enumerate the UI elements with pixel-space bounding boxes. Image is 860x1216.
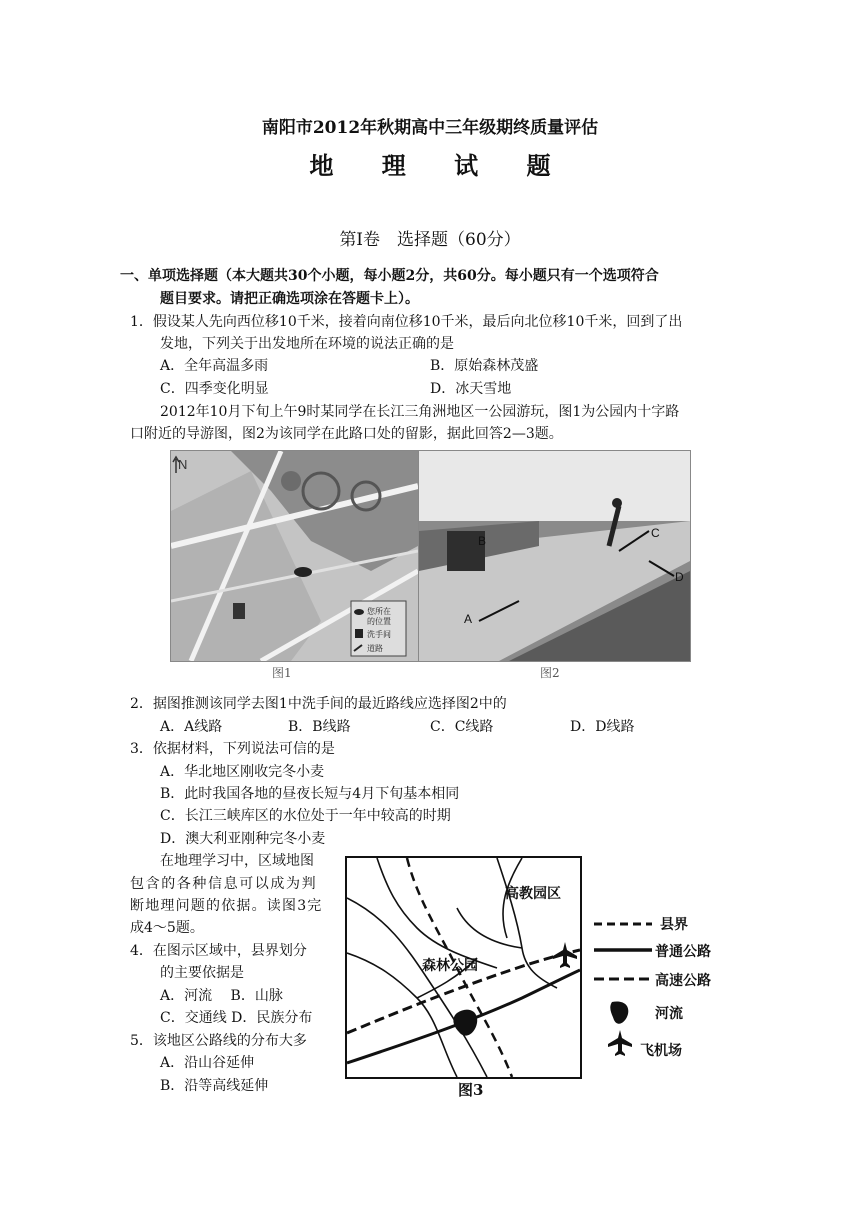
fig2-label-b: B: [478, 534, 487, 548]
q2-stem: 2．据图推测该同学去图1中洗手间的最近路线应选择图2中的: [130, 696, 507, 712]
instructions-line2: 题目要求。请把正确选项涂在答题卡上）。: [160, 291, 419, 307]
fig2-label-d: D: [675, 570, 684, 584]
figure1-guide-map: [170, 450, 419, 662]
q3-option-c: C．长江三峡库区的水位处于一年中较高的时期: [160, 808, 451, 824]
fig1-legend-location-line1: 您所在: [367, 607, 391, 616]
passage2-line2: 包含的各种信息可以成为判: [130, 876, 318, 892]
legend-river: 河流: [655, 1006, 683, 1022]
section-title: 第Ⅰ卷 选择题（60分）: [339, 230, 521, 250]
fig1-legend-location-line2: 的位置: [367, 617, 391, 626]
q3-option-a: A．华北地区刚收完冬小麦: [160, 764, 325, 780]
passage2-line1: 在地理学习中，区域地图: [160, 853, 314, 869]
q2-option-d: D．D线路: [570, 719, 635, 735]
q5-stem: 5．该地区公路线的分布大多: [130, 1033, 307, 1049]
q2-option-c: C．C线路: [430, 719, 494, 735]
q2-option-a: A．A线路: [160, 719, 223, 735]
legend-airport: 飞机场: [640, 1043, 682, 1059]
subject-title: 地 理 试 题: [309, 151, 571, 180]
figure3-caption: 图3: [458, 1081, 484, 1099]
q3-option-b: B．此时我国各地的昼夜长短与4月下旬基本相同: [160, 786, 460, 802]
q2-option-b: B．B线路: [288, 719, 351, 735]
fig2-label-a: A: [464, 612, 473, 626]
q1-option-b: B．原始森林茂盛: [430, 358, 539, 374]
figure1-map-drawing: [171, 451, 418, 661]
instructions-line1: 一、单项选择题（本大题共30个小题，每小题2分，共60分。每小题只有一个选项符合: [120, 268, 659, 284]
legend-ordinary-road: 普通公路: [655, 944, 711, 960]
q3-stem: 3．依据材料，下列说法可信的是: [130, 741, 335, 757]
figure3-map-drawing: [347, 858, 580, 1077]
q4-stem-line2: 的主要依据是: [160, 965, 244, 981]
fig1-legend-road: 道路: [367, 644, 383, 653]
figure2-photo-drawing: [419, 451, 690, 661]
passage1-line2: 口附近的导游图，图2为该同学在此路口处的留影，据此回答2—3题。: [130, 426, 563, 442]
passage2-line4: 成4～5题。: [130, 920, 204, 936]
q5-option-a: A．沿山谷延伸: [160, 1055, 255, 1071]
passage2-line3: 断地理问题的依据。读图3完: [130, 898, 323, 914]
legend-expressway: 高速公路: [655, 973, 711, 989]
q4-options-ab: A．河流 B．山脉: [160, 988, 283, 1004]
q1-option-c: C．四季变化明显: [160, 381, 269, 397]
figure1-caption: 图1: [272, 666, 292, 680]
passage1-line1: 2012年10月下旬上午9时某同学在长江三角洲地区一公园游玩，图1为公园内十字路: [160, 404, 680, 420]
q1-stem-line2: 发地，下列关于出发地所在环境的说法正确的是: [160, 336, 454, 352]
north-arrow-label: N: [178, 457, 188, 472]
airport-icon: [553, 942, 577, 968]
q1-stem-line1: 1．假设某人先向西位移10千米，接着向南位移10千米，最后向北位移10千米，回到了出: [130, 314, 683, 330]
figure2-photo: [418, 450, 691, 662]
legend-county-boundary: 县界: [660, 917, 688, 933]
q1-option-a: A．全年高温多雨: [160, 358, 269, 374]
fig2-label-c: C: [651, 526, 660, 540]
label-forest-park: 森林公园: [422, 958, 478, 974]
label-campus: 高教园区: [505, 886, 561, 902]
q4-options-cd: C．交通线 D．民族分布: [160, 1010, 313, 1026]
river-icon: [610, 1002, 628, 1024]
airplane-legend-icon: [608, 1030, 632, 1056]
q1-option-d: D．冰天雪地: [430, 381, 512, 397]
exam-title: 南阳市2012年秋期高中三年级期终质量评估: [261, 118, 599, 138]
figure3-map: [345, 856, 582, 1079]
q3-option-d: D．澳大利亚刚种完冬小麦: [160, 831, 326, 847]
q5-option-b: B．沿等高线延伸: [160, 1078, 269, 1094]
lake-icon: [453, 1010, 477, 1036]
q4-stem-line1: 4．在图示区域中，县界划分: [130, 943, 307, 959]
figure2-caption: 图2: [540, 666, 560, 680]
fig1-legend-restroom: 洗手间: [367, 630, 391, 639]
